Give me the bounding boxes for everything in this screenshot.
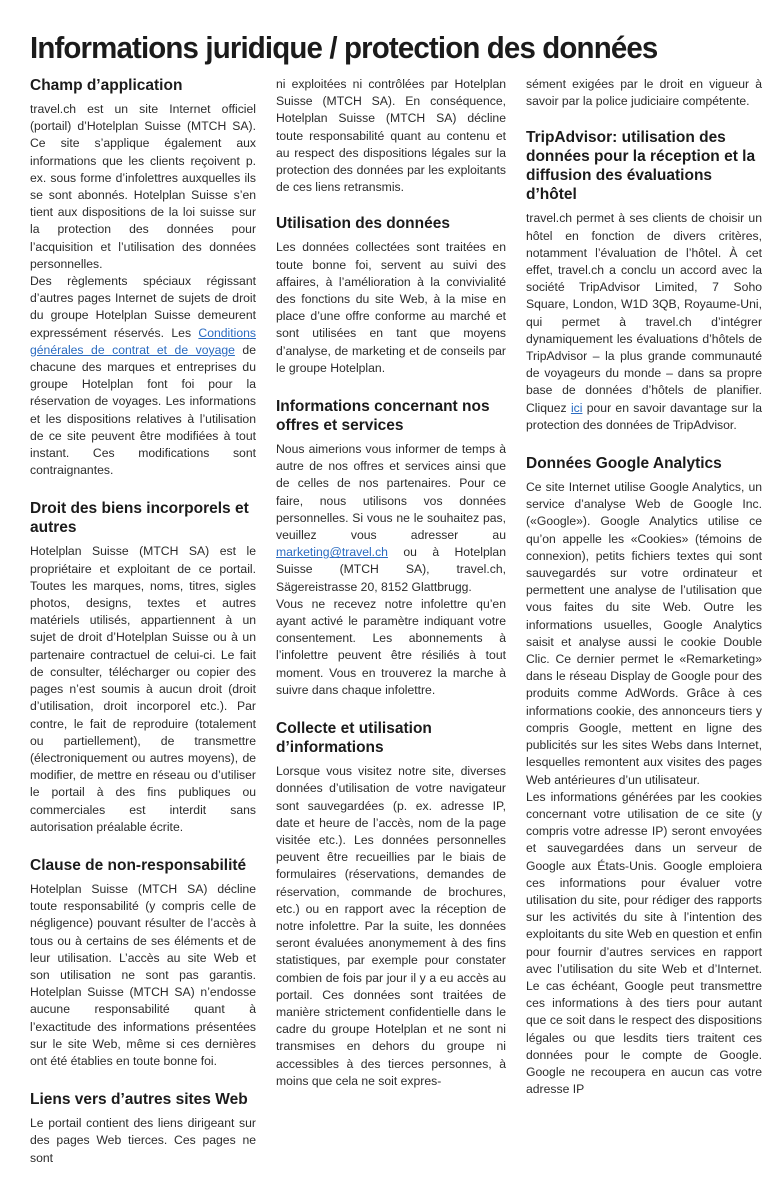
section-utilisation-donnees <box>276 214 506 377</box>
text: ou à Hotelplan Suisse (MTCH SA), travel.ch, Sägereistrasse 20, 8152 Glattbrugg. <box>276 545 506 594</box>
paragraph-continued: sément exigées par le droit en vigueur à savoir par la police judiciaire compétente. <box>526 77 762 109</box>
section-heading: Données Google Analytics <box>526 455 722 473</box>
text: travel.ch permet à ses clients de choisir un hôtel en fonction de divers critères, notamment l’évaluation de l’hôtel. À cet effet, travel.ch a conclu un accord avec la société TripAdvisor Limited, 7 Soho Square, London, W1D 3QB, Royaume-Uni, qui permet à travel.ch d’intégrer dynamiquement les évaluations d’hôtels de TripAdvisor – la plus grande communauté de voyageurs du monde – dans sa propre base de données d’hôtels de planifier. Cliquez <box>526 211 762 415</box>
paragraph: Vous ne recevez notre infolettre qu’en ayant activé le paramètre indiquant votre consentement. Les abonnements à l’infolettre peuvent être résiliés à tout moment. Vous en trouverez la marche à suivre dans chaque infolettre. <box>276 596 506 697</box>
section-heading: Collecte et utilisation d’informations <box>276 720 432 757</box>
paragraph: Les données collectées sont traitées en toute bonne foi, servent au suivi des affaires, à l’amélioration à la convivialité des fonctions du site Web, à la mise en place d’une offre conforme au marché et sont utilisées en tant que moyens d’analyse, de marketing et de conseils par le groupe Hotelplan. <box>276 240 506 375</box>
text: Nous aimerions vous informer de temps à autre de nos offres et services ainsi que de celles de nos partenaires. Pour ce faire, nous utilisons vos données personnelles. Si vous ne le souhaitez pas, veuillez vous adresser au <box>276 442 506 543</box>
section-collecte <box>276 719 506 1090</box>
paragraph: Ce site Internet utilise Google Analytics, un service d’analyse Web de Google Inc. («Google»). Google Analytics utilise ce qu’on appelle les «Cookies» (témoins de connexion), petits fichiers textes qui sont sauvegardés sur votre ordinateur et permettent une analyse de l’utilisation que vous faites du site Web. Outre les informations usuelles, Google Analytics saisit et analyse aussi le cookie Double Clic. Ce dernier permet le «Remarketing» dans le réseau Display de Google pour des produits comme AdWords. Grâce à ces informations cookie, des annonceurs tiers y compris Google, mettent en ligne des publicités sur les sites Webs dans Internet, lesquelles remontent aux visites des pages Web antérieures d’un utilisateur. <box>526 480 762 787</box>
column-1 <box>30 76 256 1187</box>
text: Des règlements spéciaux régissant d’autres pages Internet de sujets de droit du groupe Hotelplan Suisse demeurent expressément réservés. Les <box>30 274 256 340</box>
paragraph: Le portail contient des liens dirigeant sur des pages Web tierces. Ces pages ne sont <box>30 1116 256 1165</box>
section-heading: Droit des biens incorporels et autres <box>30 500 249 537</box>
section-heading: Liens vers d’autres sites Web <box>30 1091 248 1109</box>
paragraph: Lorsque vous visitez notre site, diverses données d’utilisation de votre navigateur sont sauvegardées (p. ex. adresse IP, date et heure de l’accès, nom de la page visitée etc.). Les données personnelles peuvent être recueillies par le biais de formulaires (réservations, demandes de réservation, commande de brochures, etc.) ou en rapport avec la réception de notre infolettre. Par la suite, les données seront évaluées anonymement à des fins statistiques, par exemple pour constater combien de fois par jour il y a eu accès au portail. Ces données sont traitées de manière strictement confidentielle dans le cadre du groupe Hotelplan et ne sont ni transmises en dehors du groupe ni accessibles à des tierces personnes, à moins que cela ne soit expres- <box>276 764 506 1088</box>
section-heading: Utilisation des données <box>276 215 450 233</box>
section-heading: TripAdvisor: utilisation des données pour la réception et la diffusion des évaluations d’hôtel <box>526 129 756 204</box>
section-google-analytics <box>526 454 762 1098</box>
column-3 <box>526 76 762 1187</box>
section-heading: Champ d’application <box>30 77 183 94</box>
section-tripadvisor <box>526 128 762 434</box>
marketing-email-link[interactable]: marketing@travel.ch <box>276 545 388 560</box>
section-droit-biens <box>30 499 256 835</box>
page-title: Informations juridique / protection des données <box>30 30 658 65</box>
text: de chacune des marques et entreprises du groupe Hotelplan font foi pour la réservation de voyages. Les informations et les dispositions relatives à l’utilisation de ce site peuvent être modifiées à tout instant. Ces modifications sont contraignantes. <box>30 342 256 478</box>
section-heading: Clause de non-responsabilité <box>30 856 247 874</box>
column-2 <box>276 76 506 1187</box>
columns <box>30 76 762 1187</box>
section-non-responsabilite <box>30 856 256 1070</box>
paragraph-continued: ni exploitées ni contrôlées par Hotelplan Suisse (MTCH SA). En conséquence, Hotelplan Suisse (MTCH SA) décline toute responsabilité quant au contenu et au respect des dispositions légales sur la protection des données par les exploitants de ces liens retransmis. <box>276 77 506 195</box>
conditions-link[interactable]: Conditions générales de contrat et de voyage <box>30 325 256 357</box>
paragraph: Les informations générées par les cookies concernant votre utilisation de ce site (y compris votre adresse IP) seront envoyées et sauvegardées dans un serveur de Google aux États-Unis. Google emploiera ces informations pour évaluer votre utilisation du site, pour rédiger des rapports sur les activités du site à l’intention des exploitants du site Web en question et enfin pour fournir d’autres services en rapport avec l’utilisation du site Web et d’Internet. Le cas échéant, Google peut transmettre ces informations à des tiers pour autant que ce soit dans le respect des dispositions légales ou que lesdits tiers traitent ces données pour le compte de Google. Google ne recoupera en aucun cas votre adresse IP <box>526 789 762 1097</box>
text: pour en savoir davantage sur la protection des données de TripAdvisor. <box>526 400 762 432</box>
paragraph <box>276 441 506 596</box>
section-heading: Informations concernant nos offres et services <box>276 398 490 435</box>
section-champ-application <box>30 76 256 479</box>
paragraph: Hotelplan Suisse (MTCH SA) décline toute responsabilité (y compris celle de négligence) pouvant résulter de l’accès à tous ou à certains de ses éléments et de leur utilisation. L’accès au site Web et son utilisation ne sont pas garantis. Hotelplan Suisse (MTCH SA) n’endosse aucune responsabilité quant à l’exactitude des informations présentées sur le site Web, même si ces dernières ont été établies en toute bonne foi. <box>30 881 256 1068</box>
section-liens <box>30 1090 256 1167</box>
paragraph <box>526 210 762 434</box>
tripadvisor-link[interactable]: ici <box>570 400 583 415</box>
section-informations-offres <box>276 397 506 699</box>
paragraph <box>30 273 256 479</box>
paragraph: travel.ch est un site Internet officiel (portail) d’Hotelplan Suisse (MTCH SA). Ce site s’applique également aux informations que les clients reçoivent p. ex. sous forme d’infolettres auxquelles ils se sont abonnés. Hotelplan Suisse s’en tient aux dispositions de la loi suisse sur la protection des données pour l’acquisition et l’utilisation des données personnelles. <box>30 102 256 271</box>
paragraph: Hotelplan Suisse (MTCH SA) est le propriétaire et exploitant de ce portail. Toutes les marques, noms, titres, sigles photos, designs, textes et autres matériels utilisés, appartiennent à un sujet de droit d’Hotelplan Suisse ou à un partenaire contractuel de celui-ci. Le fait de consulter, télécharger ou copier des pages n’est soumis à aucun droit (droit d’utilisation, droit incorporel etc.). Par contre, le fait de reproduire (totalement ou partiellement), de transmettre (électroniquement ou autres moyens), de modifier, de mettre en réseau ou d’utiliser le portail à des fins publiques ou commerciales est interdit sans autorisation préalable écrite. <box>30 544 256 834</box>
